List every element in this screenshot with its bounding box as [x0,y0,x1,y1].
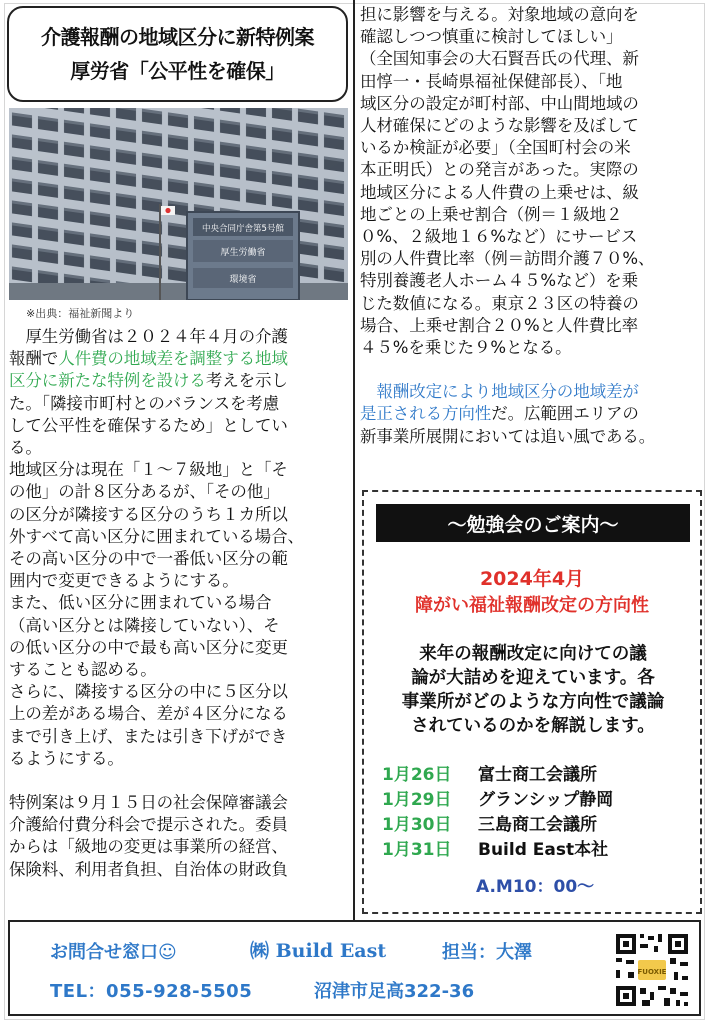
building-photo [9,108,348,300]
text-line: 上の差がある場合、差が４区分になる [9,704,288,724]
text-line: 外すべて高い区分に囲まれている場合、 [9,526,304,546]
headline-line1: 介護報酬の地域区分に新特例案 [41,25,314,49]
schedule-item [382,835,608,860]
text-line: することも認める。 [9,660,157,680]
text-line: ４５%を乗じた９%となる。 [360,338,572,358]
text-line: の低い区分の中で最も高い区分に変更 [9,637,288,657]
text-span: 考えを示し [205,371,288,391]
seminar-box [362,490,702,914]
text-span: だ。広範囲エリアの [491,404,639,424]
sign-text-2: 厚生労働省 [220,248,266,258]
schedule-item [382,785,613,810]
text-line: 保険料、利用者負担、自治体の財政負 [9,859,288,879]
text-line: 確認しつつ慎重に検討してほしい」 [360,27,623,47]
text-span: 報酬で [9,349,59,369]
text-line: いるか検証が必要」（全国町村会の米 [360,138,631,158]
phone-number: TEL：055-928-5505 [50,981,253,1002]
text-line: （全国知事会の大石賢吾氏の代理、新 [360,49,639,69]
text-line: また、低い区分に囲まれている場合 [9,593,272,613]
sign-text-3: 環境省 [229,275,257,285]
column-divider [353,0,355,920]
text-line: じた数値になる。東京２３区の特養の [360,293,639,313]
text-line: して公平性を確保するため」としてい [9,415,288,435]
schedule-venue: グランシップ静岡 [478,790,614,810]
text-line: 特別養護老人ホーム４５%など）を乗 [360,271,638,291]
address: 沼津市足高322-36 [314,981,475,1002]
text-line: 厚生労働省は２０２４年４月の介護 [9,327,288,346]
desc-line: 来年の報酬改定に向けての議 [419,644,647,664]
text-line: る。 [9,438,42,458]
text-line: 域区分の設定が町村部、中山間地域の [360,93,639,113]
seminar-subtitle: 障がい福祉報酬改定の方向性 [415,595,649,616]
contact-footer [8,920,701,1016]
text-line: 特例案は９月１５日の社会保障審議会 [9,793,288,813]
text-line: 囲内で変更できるようにする。 [9,571,239,591]
highlight-green: 人件費の地域差を調整する地域 [58,349,288,369]
contact-label: お問合せ窓口☺ [50,942,177,963]
contact-person: 担当：大澤 [442,942,532,963]
schedule-venue: 富士商工会議所 [478,765,597,785]
schedule-item [382,810,597,835]
text-line [9,370,351,392]
text-line: 介護給付費分科会で提示された。委員 [9,815,288,835]
text-line: 担に影響を与える。対象地域の意向を [360,5,639,24]
text-line: の他」の計８区分あるが、「その他」 [9,482,280,502]
qr-code-icon [614,932,690,1008]
desc-line: されているのかを解説します。 [411,716,655,736]
schedule-date: 1月30日 [382,815,452,835]
text-line: ０%、２級地１６%など）にサービス [360,227,638,247]
qr-label: FUOXIE [637,968,667,976]
company-name: ㈱ Build East [250,940,387,962]
text-line: からは「級地の変更は事業所の経営、 [9,837,288,857]
headline-box [7,6,348,102]
right-column [360,4,702,448]
seminar-title: ～勉強会のご案内～ [376,504,690,542]
text-line [9,348,351,370]
text-line: 場合、上乗せ割合２０%と人件費比率 [360,315,638,335]
text-line: （高い区分とは隣接していない）、そ [9,615,280,635]
spacer [9,770,351,792]
text-line: 別の人件費比率（例＝訪問介護７０%、 [360,249,655,269]
text-line: た。「隣接市町村とのバランスを考慮 [9,393,280,413]
sign-text-1: 中央合同庁舎第5号館 [202,224,284,234]
schedule-item [382,760,597,785]
text-line: 人材確保にどのような影響を及ぼして [360,116,639,136]
text-line: 地域区分は現在「１～７級地」と「そ [9,460,288,480]
text-line: さらに、隣接する区分の中に５区分以 [9,682,288,702]
seminar-time: A.M10：00～ [476,877,595,897]
highlight-blue: 是正される方向性 [360,404,492,424]
text-line [360,403,702,425]
text-line: 本正明氏）との発言があった。実際の [360,160,639,180]
text-line: 地ごとの上乗せ割合（例＝１級地２ [360,204,623,224]
headline-line2: 厚労省「公平性を確保」 [70,59,285,83]
text-line: まで引き上げ、または引き下げができ [9,726,288,746]
schedule-date: 1月31日 [382,840,452,860]
seminar-description [378,642,688,738]
schedule-venue: Build East本社 [478,840,609,860]
text-line: 地域区分による人件費の上乗せは、級 [360,182,639,202]
text-line: その高い区分の中で一番低い区分の範 [9,549,288,569]
highlight-blue: 報酬改定により地域区分の地域差が [360,382,639,402]
schedule-date: 1月29日 [382,790,452,810]
desc-line: 論が大詰めを迎えています。各 [411,668,655,688]
highlight-green: 区分に新たな特例を設ける [9,371,206,391]
text-line: の区分が隣接する区分のうち１カ所以 [9,504,288,524]
schedule-venue: 三島商工会議所 [478,815,597,835]
building-illustration [9,108,348,300]
schedule-date: 1月26日 [382,765,452,785]
photo-caption: ※出典：福祉新聞より [26,307,135,320]
desc-line: 事業所がどのような方向性で議論 [401,692,665,712]
spacer [360,359,702,381]
text-line: るようにする。 [9,748,124,768]
text-line: 田惇一・長崎県福祉保健部長）、「地 [360,71,623,91]
text-line: 新事業所展開においては追い風である。 [360,426,656,446]
left-column [9,326,351,881]
seminar-year: 2024年4月 [479,568,585,590]
